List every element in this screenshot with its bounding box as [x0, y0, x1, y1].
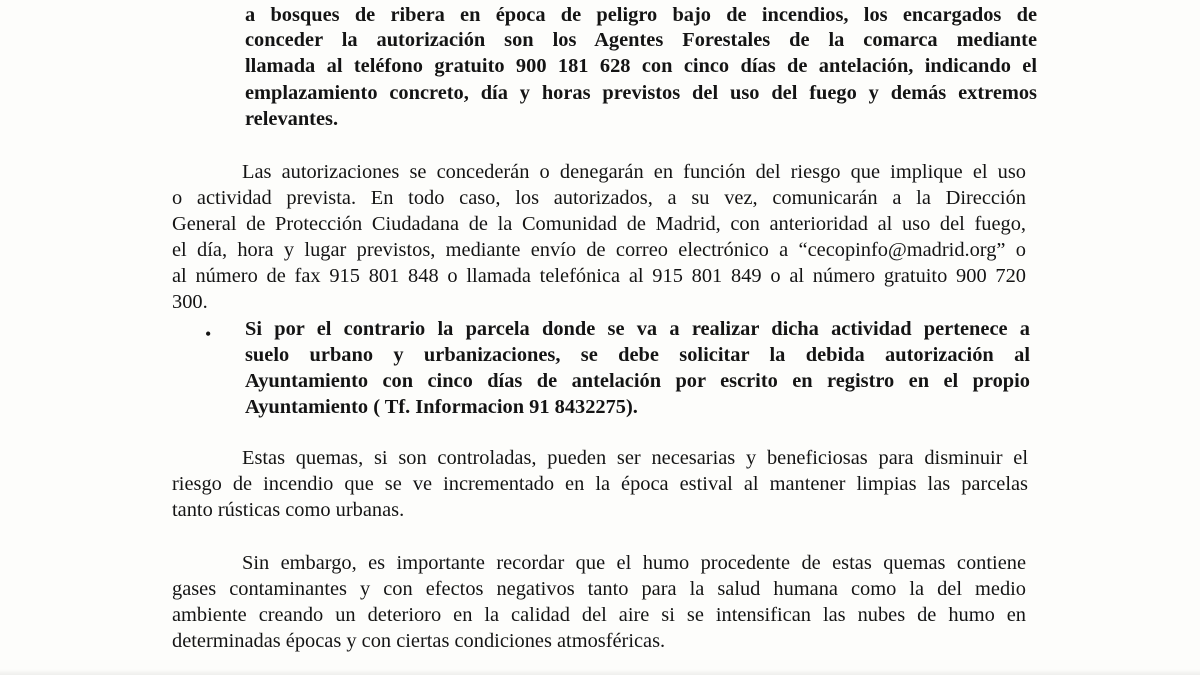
p1-line-3: General de Protección Ciudadana de la Comunidad de Madrid, con anterioridad al uso del fuego,	[172, 213, 1026, 235]
p3-line-2: gases contaminantes y con efectos negativos tanto para la salud humana como la del medio	[172, 578, 1026, 600]
p2-line-1: Estas quemas, si son controladas, pueden ser necesarias y beneficiosas para disminuir el	[242, 447, 1028, 469]
intro-line-3: llamada al teléfono gratuito 900 181 628 con cinco días de antelación, indicando el	[245, 55, 1037, 77]
intro-line-5: relevantes.	[245, 108, 339, 130]
p3-line-3: ambiente creando un deterioro en la calidad del aire si se intensifican las nubes de humo en	[172, 604, 1026, 626]
bullet-line-3: Ayuntamiento con cinco días de antelación por escrito en registro en el propio	[245, 370, 1030, 392]
intro-line-4: emplazamiento concreto, día y horas previstos del uso del fuego y demás extremos	[245, 82, 1037, 104]
bullet-line-4: Ayuntamiento ( Tf. Informacion 91 8432275).	[245, 396, 638, 418]
p2-line-2: riesgo de incendio que se ve incrementado en la época estival al mantener limpias las parcelas	[172, 473, 1028, 495]
p1-line-1: Las autorizaciones se concederán o denegarán en función del riesgo que implique el uso	[242, 161, 1026, 183]
p3-line-1: Sin embargo, es importante recordar que el humo procedente de estas quemas contiene	[242, 552, 1026, 574]
p1-line-2: o actividad prevista. En todo caso, los autorizados, a su vez, comunicarán a la Dirección	[172, 187, 1026, 209]
intro-line-2: conceder la autorización son los Agentes Forestales de la comarca mediante	[245, 29, 1037, 51]
p1-line-4: el día, hora y lugar previstos, mediante envío de correo electrónico a “cecopinfo@madrid.org” o	[172, 239, 1026, 261]
p3-line-4: determinadas épocas y con ciertas condiciones atmosféricas.	[172, 630, 666, 652]
p2-line-3: tanto rústicas como urbanas.	[172, 499, 405, 521]
page-bottom-shadow	[0, 669, 1200, 675]
intro-line-1: a bosques de ribera en época de peligro bajo de incendios, los encargados de	[245, 4, 1037, 26]
bullet-line-1: Si por el contrario la parcela donde se va a realizar dicha actividad pertenece a	[245, 318, 1030, 340]
p1-line-6: 300.	[172, 291, 208, 313]
bullet-icon: •	[205, 324, 212, 344]
p1-line-5: al número de fax 915 801 848 o llamada telefónica al 915 801 849 o al número gratuito 900 720	[172, 265, 1026, 287]
bullet-line-2: suelo urbano y urbanizaciones, se debe solicitar la debida autorización al	[245, 344, 1030, 366]
